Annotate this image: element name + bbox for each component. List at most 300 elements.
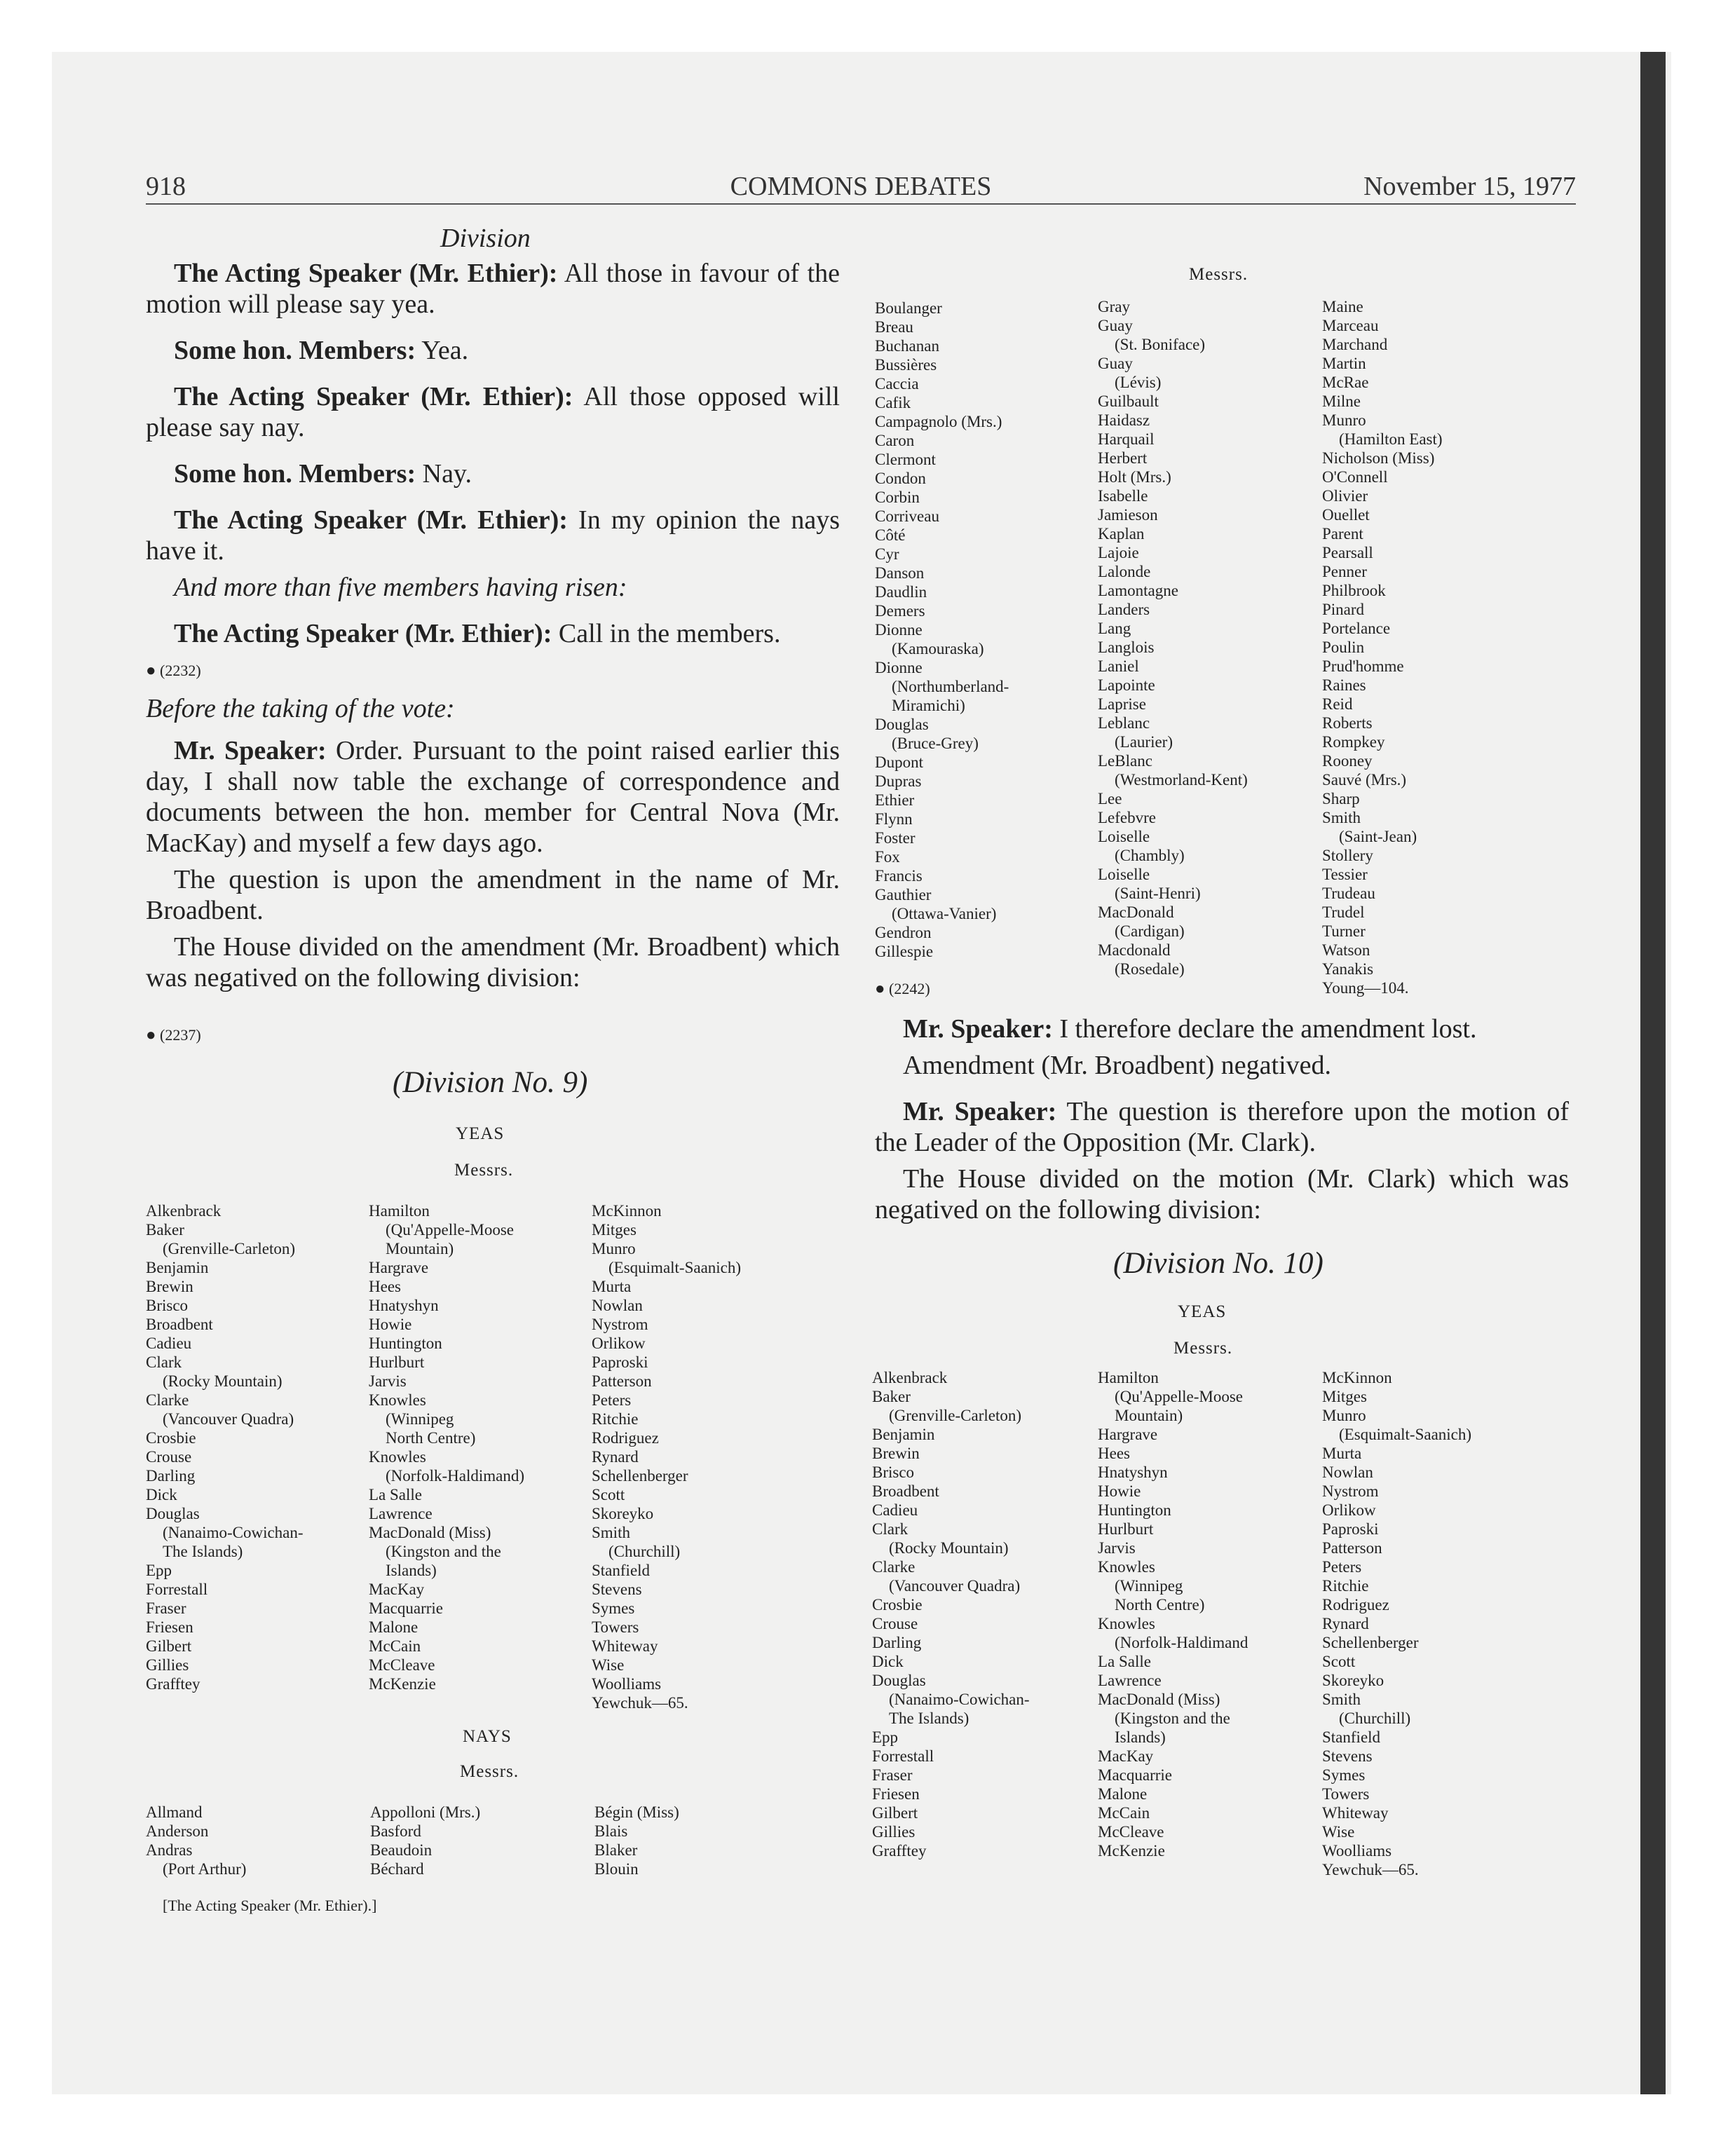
member-name: Dionne [875,659,923,676]
member-name: MacDonald (Miss) [1098,1691,1220,1708]
member-name: Hargrave [1098,1426,1158,1443]
member-name: Gilbert [872,1804,918,1822]
yeas-label: YEAS [1178,1302,1227,1321]
member-name: Ouellet [1322,506,1370,524]
member-name: Hargrave [369,1259,429,1276]
member-riding: (Winnipeg [386,1410,454,1428]
member-name: Lefebvre [1098,809,1156,826]
member-name: Lawrence [1098,1672,1162,1689]
member-name: Jarvis [1098,1539,1136,1557]
member-name: Symes [1322,1766,1366,1784]
member-name: Clark [872,1520,909,1538]
member-name: Milne [1322,393,1361,410]
member-name: Knowles [369,1391,426,1409]
member-name: Orlikow [1322,1501,1376,1519]
member-riding: (Chambly) [1115,847,1185,864]
member-name: Boulanger [875,299,942,317]
page-number: 918 [146,172,186,201]
member-name: Lawrence [369,1505,433,1522]
speaker-name: The Acting Speaker (Mr. Ethier): [174,619,552,648]
time-marker [875,980,930,999]
member-riding: (Churchill) [608,1543,681,1560]
member-name: Raines [1322,676,1366,694]
member-riding: (Rocky Mountain) [889,1539,1009,1557]
member-name: Reid [1322,695,1353,713]
member-name: Murta [592,1278,632,1295]
member-name: Anderson [146,1822,209,1840]
member-name: Danson [875,564,925,582]
member-name: Gillies [146,1656,189,1674]
member-riding: The Islands) [163,1543,243,1560]
member-name: Ritchie [592,1410,639,1428]
member-name: Haidasz [1098,411,1150,429]
member-name: Paproski [1322,1520,1379,1538]
member-name: Dick [146,1486,177,1503]
nays-list-col3 [594,1803,679,1878]
member-name: Stanfield [1322,1728,1381,1746]
member-name: Dupras [875,772,922,790]
member-name: Trudel [1322,903,1365,921]
paragraph: The House divided on the motion (Mr. Clark) which was negatived on the following division: [875,1164,1569,1224]
member-name: Bégin (Miss) [594,1803,679,1821]
member-name: Dionne [875,621,923,639]
member-name: McCleave [369,1656,435,1674]
member-name: Smith [1322,809,1361,826]
member-name: McKenzie [369,1675,436,1693]
speaker-name: Mr. Speaker: [903,1097,1057,1126]
member-name: Parent [1322,525,1363,543]
member-riding: (Cardigan) [1115,922,1185,940]
member-name: Portelance [1322,620,1391,637]
member-name: Douglas [872,1672,926,1689]
member-name: Hees [1098,1445,1130,1462]
member-name: Skoreyko [592,1505,654,1522]
member-riding: (Saint-Henri) [1115,885,1201,902]
member-name: Cyr [875,545,899,563]
member-name: Wise [1322,1823,1355,1841]
member-name: Knowles [1098,1558,1155,1576]
member-riding: (Ottawa-Vanier) [892,905,997,922]
member-name: Pearsall [1322,544,1373,561]
member-name: Gendron [875,924,932,941]
nays-list-col1 [875,299,1009,961]
member-name: Mitges [1322,1388,1367,1405]
member-name: Crouse [146,1448,192,1466]
member-name: Gauthier [875,886,932,903]
member-name: Macdonald [1098,941,1171,959]
paragraph [875,1096,1569,1158]
member-name: McKinnon [1322,1369,1392,1386]
member-name: Turner [1322,922,1366,940]
member-name: Daudlin [875,583,927,601]
speech-text: The question is therefore upon the motion of the Leader of the Opposition (Mr. Clark). [875,1097,1569,1157]
speaker-name: Some hon. Members: [174,336,416,365]
member-riding: (Grenville-Carleton) [163,1240,296,1257]
member-name: Nystrom [592,1316,648,1333]
member-riding: (Kamouraska) [892,640,984,657]
member-name: Guilbault [1098,393,1159,410]
member-name: Bussières [875,356,937,374]
member-riding: (Grenville-Carleton) [889,1407,1022,1424]
member-name: Brisco [872,1464,915,1481]
speech-text: Nay. [416,459,472,489]
member-riding: Mountain) [1115,1407,1183,1424]
member-name: Clark [146,1353,182,1371]
time-marker-text: (2237) [160,1026,201,1044]
member-riding: (Nanaimo-Cowichan- [163,1524,304,1541]
paragraph [146,335,840,366]
member-name: Hnatyshyn [1098,1464,1168,1481]
member-name: Macquarrie [369,1599,443,1617]
member-riding: (Westmorland-Kent) [1115,771,1248,789]
paragraph [146,458,840,489]
member-name: Orlikow [592,1335,646,1352]
member-name: Rodriguez [592,1429,659,1447]
member-name: Clermont [875,451,936,468]
nays-list-col3 [1322,297,1443,997]
member-name: Howie [1098,1482,1141,1500]
member-name: Foster [875,829,916,847]
member-name: Crosbie [872,1596,923,1613]
member-name: Epp [146,1562,172,1579]
speech-text: Order. Pursuant to the point raised earlier this day, I shall now table the exchange of correspondence and documents between the hon. member for Central Nova (Mr. MacKay) and myself a few days ago. [146,736,840,858]
paragraph: The question is upon the amendment in the name of Mr. Broadbent. [146,865,840,925]
member-name: Lee [1098,790,1122,807]
member-riding: (St. Boniface) [1115,336,1206,353]
member-name: Poulin [1322,639,1365,656]
member-name: Clarke [872,1558,916,1576]
member-riding: (Vancouver Quadra) [889,1577,1021,1595]
member-name: Jarvis [369,1372,407,1390]
member-name: Darling [872,1634,922,1651]
member-riding: (Kingston and the [1115,1710,1230,1727]
speech-text: Call in the members. [552,619,781,648]
member-name: MacDonald [1098,903,1174,921]
member-name: Broadbent [146,1316,213,1333]
header-rule [146,203,1576,205]
member-name: Gilbert [146,1637,192,1655]
member-name: Guay [1098,317,1133,334]
member-name: Béchard [370,1860,424,1878]
member-name: Forrestall [146,1581,208,1598]
member-name: Douglas [875,716,929,733]
member-name: Friesen [146,1618,193,1636]
member-name: Towers [1322,1785,1370,1803]
member-name: Gillespie [875,943,934,960]
member-name: Munro [592,1240,636,1257]
member-riding: (Esquimalt-Saanich) [1339,1426,1472,1443]
member-name: Cadieu [872,1501,918,1519]
member-name: Woolliams [1322,1842,1392,1860]
speaker-attribution: [The Acting Speaker (Mr. Ethier).] [163,1897,377,1914]
member-name: Caron [875,432,915,449]
member-name: Laniel [1098,657,1139,675]
member-name: Fraser [872,1766,913,1784]
member-riding: (Northumberland- [892,678,1009,695]
member-name: Lapointe [1098,676,1155,694]
member-name: Laprise [1098,695,1146,713]
right-proceedings [875,1014,1569,1225]
yeas-label: YEAS [456,1124,505,1143]
member-name: Roberts [1322,714,1373,732]
member-name: O'Connell [1322,468,1388,486]
stage-direction: And more than five members having risen: [174,573,627,602]
member-riding: (Hamilton East) [1339,430,1443,448]
member-name: McCain [1098,1804,1150,1822]
member-name: Kaplan [1098,525,1145,543]
member-name: Fraser [146,1599,186,1617]
member-name: Cafik [875,394,911,411]
member-name: Loiselle [1098,828,1150,845]
speech-text: In my opinion the nays have it. [146,505,840,566]
member-riding: North Centre) [386,1429,476,1447]
member-riding: (Bruce-Grey) [892,735,979,752]
member-name: La Salle [1098,1653,1151,1670]
messrs-label: Messrs. [1173,1339,1233,1358]
member-name: Langlois [1098,639,1155,656]
member-riding: (Lévis) [1115,374,1162,391]
member-name: Blais [594,1822,628,1840]
publication-title: COMMONS DEBATES [730,172,992,201]
member-name: Woolliams [592,1675,662,1693]
speaker-name: Mr. Speaker: [903,1014,1053,1044]
member-name: Lalonde [1098,563,1151,580]
page-date: November 15, 1977 [1363,172,1576,201]
division-title: (Division No. 9) [393,1066,588,1099]
member-name: Rodriguez [1322,1596,1389,1613]
member-name: Breau [875,318,913,336]
member-riding: Miramichi) [892,697,965,714]
member-riding: (Laurier) [1115,733,1173,751]
scan-binding-edge [1640,52,1666,2094]
member-name: Symes [592,1599,635,1617]
member-name: Knowles [369,1448,426,1466]
member-name: Stevens [592,1581,642,1598]
member-name: Forrestall [872,1747,934,1765]
paragraph [146,258,840,320]
member-name: Whiteway [592,1637,658,1655]
member-name: Lajoie [1098,544,1139,561]
member-name: McKenzie [1098,1842,1165,1860]
member-name: Benjamin [146,1259,209,1276]
bullet-icon: ● [146,662,156,680]
member-name: Grafftey [872,1842,927,1860]
member-name: Dupont [875,753,923,771]
member-name: Campagnolo (Mrs.) [875,413,1002,430]
member-name: Rooney [1322,752,1373,770]
member-name: Schellenberger [1322,1634,1419,1651]
member-riding: The Islands) [889,1710,969,1727]
speaker-name: The Acting Speaker (Mr. Ethier): [174,505,568,535]
member-name: Friesen [872,1785,920,1803]
member-name: Brewin [872,1445,920,1462]
member-name: Alkenbrack [146,1202,222,1220]
member-name: Beaudoin [370,1841,433,1859]
paragraph [875,1014,1569,1044]
member-riding: (Kingston and the [386,1543,501,1560]
member-name: Pinard [1322,601,1365,618]
speech-text: I therefore declare the amendment lost. [1052,1014,1477,1044]
member-name: Huntington [369,1335,442,1352]
member-name: Peters [592,1391,632,1409]
yeas-list-col3 [1322,1368,1471,1879]
member-name: LeBlanc [1098,752,1152,770]
member-name: Demers [875,602,925,620]
member-name: Trudeau [1322,885,1375,902]
member-name: Yewchuk—65. [592,1694,688,1712]
member-riding: (Rosedale) [1115,960,1185,978]
member-name: Young—104. [1322,979,1409,997]
member-name: Corbin [875,489,920,506]
member-name: Baker [146,1221,184,1239]
nays-list-col2 [370,1803,480,1878]
speech-text: All those in favour of the motion will please say yea. [146,259,840,319]
yeas-list-col3 [592,1201,741,1712]
member-name: Côté [875,526,906,544]
member-name: Gray [1098,298,1130,315]
member-name: Watson [1322,941,1370,959]
nays-list-col2 [1098,297,1248,978]
member-riding: (Vancouver Quadra) [163,1410,294,1428]
division-title: (Division No. 10) [1113,1247,1324,1280]
member-name: Stevens [1322,1747,1373,1765]
member-riding: (Winnipeg [1115,1577,1183,1595]
member-name: Crosbie [146,1429,196,1447]
member-name: Corriveau [875,507,939,525]
member-name: Stollery [1322,847,1373,864]
paragraph [146,735,840,859]
member-name: Hurlburt [1098,1520,1154,1538]
member-name: McCleave [1098,1823,1164,1841]
member-name: Penner [1322,563,1367,580]
member-riding: (Churchill) [1339,1710,1411,1727]
member-name: Rynard [1322,1615,1369,1632]
yeas-list-col1 [872,1368,1030,1860]
bullet-icon: ● [146,1026,156,1044]
before-vote-heading: Before the taking of the vote: [146,694,455,723]
yeas-list-col1 [146,1201,304,1693]
paragraph: Amendment (Mr. Broadbent) negatived. [903,1051,1332,1080]
paragraph-stage-direction [146,572,840,603]
member-name: Hamilton [1098,1369,1159,1386]
messrs-label: Messrs. [1189,265,1248,284]
member-name: Peters [1322,1558,1362,1576]
member-name: Basford [370,1822,421,1840]
member-name: Loiselle [1098,866,1150,883]
member-name: Ethier [875,791,915,809]
member-riding: Mountain) [386,1240,454,1257]
page-header [146,171,1576,206]
member-name: Landers [1098,601,1150,618]
member-name: Hnatyshyn [369,1297,439,1314]
member-name: Munro [1322,1407,1366,1424]
member-name: Condon [875,470,926,487]
member-name: Maine [1322,298,1363,315]
member-name: McRae [1322,374,1369,391]
member-name: Smith [592,1524,630,1541]
member-name: Lamontagne [1098,582,1178,599]
member-name: Marchand [1322,336,1388,353]
member-name: Philbrook [1322,582,1386,599]
member-name: Blouin [594,1860,639,1878]
paragraph [146,618,840,649]
member-name: Fox [875,848,900,866]
member-name: Nowlan [1322,1464,1373,1481]
member-name: Nystrom [1322,1482,1379,1500]
member-name: Flynn [875,810,913,828]
member-name: Holt (Mrs.) [1098,468,1171,486]
member-name: Murta [1322,1445,1362,1462]
member-name: Ritchie [1322,1577,1369,1595]
member-riding: (Port Arthur) [163,1860,247,1878]
member-name: Epp [872,1728,899,1746]
member-name: Wise [592,1656,625,1674]
member-name: Grafftey [146,1675,200,1693]
member-name: Buchanan [875,337,939,355]
member-riding: Islands) [1115,1728,1166,1746]
member-name: Martin [1322,355,1366,372]
member-name: Malone [369,1618,419,1636]
member-name: Nowlan [592,1297,643,1314]
member-name: Prud'homme [1322,657,1404,675]
member-name: Francis [875,867,923,885]
member-name: Hamilton [369,1202,430,1220]
member-name: Rompkey [1322,733,1385,751]
member-name: Tessier [1322,866,1368,883]
member-name: Macquarrie [1098,1766,1172,1784]
member-name: Mitges [592,1221,637,1239]
member-name: Patterson [592,1372,652,1390]
member-name: Sharp [1322,790,1360,807]
member-name: MacKay [369,1581,425,1598]
left-proceedings [146,258,840,993]
member-name: Guay [1098,355,1133,372]
member-name: Benjamin [872,1426,935,1443]
member-name: Hurlburt [369,1353,425,1371]
member-name: Alkenbrack [872,1369,948,1386]
member-name: Crouse [872,1615,918,1632]
speech-text: Yea. [416,336,469,365]
yeas-list-col2 [369,1201,524,1693]
member-name: La Salle [369,1486,422,1503]
messrs-label: Messrs. [454,1161,514,1180]
member-name: Douglas [146,1505,200,1522]
member-name: Paproski [592,1353,648,1371]
member-name: McKinnon [592,1202,662,1220]
member-name: Sauvé (Mrs.) [1322,771,1407,789]
section-heading-division: Division [440,224,531,253]
member-name: Malone [1098,1785,1148,1803]
member-name: Stanfield [592,1562,651,1579]
member-name: Jamieson [1098,506,1158,524]
member-name: Darling [146,1467,196,1485]
member-riding: Islands) [386,1562,437,1579]
member-name: Isabelle [1098,487,1148,505]
member-name: Skoreyko [1322,1672,1384,1689]
speaker-name: The Acting Speaker (Mr. Ethier): [174,259,558,288]
member-name: Blaker [594,1841,638,1859]
member-riding: (Nanaimo-Cowichan- [889,1691,1030,1708]
time-marker-text: (2232) [160,662,201,679]
member-name: Howie [369,1316,412,1333]
messrs-label: Messrs. [460,1762,519,1781]
member-name: Huntington [1098,1501,1171,1519]
member-name: Marceau [1322,317,1379,334]
paragraph: The House divided on the amendment (Mr. Broadbent) which was negatived on the following division: [146,932,840,992]
member-riding: (Qu'Appelle-Moose [1115,1388,1243,1405]
speaker-name: The Acting Speaker (Mr. Ethier): [174,382,573,411]
member-name: Brewin [146,1278,193,1295]
